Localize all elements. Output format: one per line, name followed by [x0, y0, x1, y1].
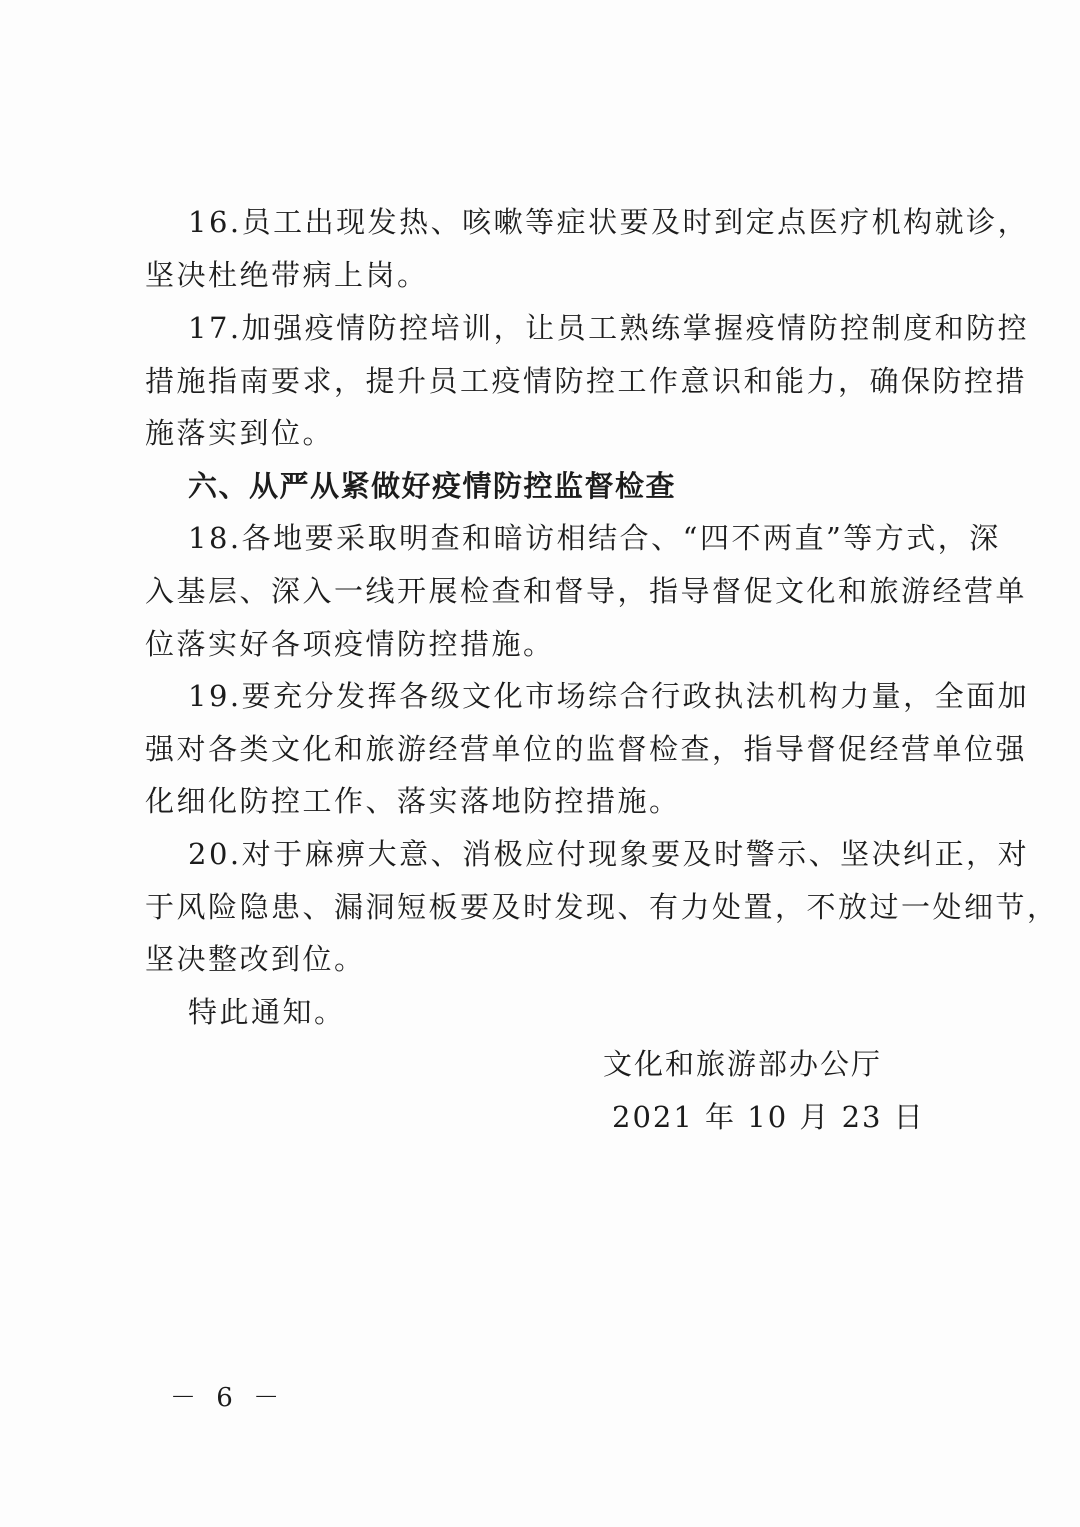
- paragraph-16-line-1: 16.员工出现发热、咳嗽等症状要及时到定点医疗机构就诊，: [188, 205, 1030, 239]
- paragraph-17-line-1: 17.加强疫情防控培训，让员工熟练掌握疫情防控制度和防控: [188, 311, 1030, 345]
- paragraph-19-line-2: 强对各类文化和旅游经营单位的监督检查，指导督促经营单位强: [145, 732, 1028, 766]
- paragraph-20-line-3: 坚决整改到位。: [145, 942, 366, 976]
- paragraph-17-line-2: 措施指南要求，提升员工疫情防控工作意识和能力，确保防控措: [145, 364, 1028, 398]
- page-number: － 6 －: [170, 1383, 286, 1413]
- paragraph-17-line-3: 施落实到位。: [145, 416, 335, 450]
- closing-notice: 特此通知。: [188, 995, 346, 1029]
- paragraph-16-line-2: 坚决杜绝带病上岗。: [145, 258, 429, 292]
- paragraph-19-line-1: 19.要充分发挥各级文化市场综合行政执法机构力量，全面加: [188, 679, 1030, 713]
- paragraph-18-line-3: 位落实好各项疫情防控措施。: [145, 627, 555, 661]
- paragraph-19-line-3: 化细化防控工作、落实落地防控措施。: [145, 784, 681, 818]
- paragraph-18-line-1: 18.各地要采取明查和暗访相结合、“四不两直”等方式，深: [188, 521, 1001, 555]
- section-heading-6: 六、从严从紧做好疫情防控监督检查: [188, 469, 677, 503]
- paragraph-18-line-2: 入基层、深入一线开展检查和督导，指导督促文化和旅游经营单: [145, 574, 1028, 608]
- paragraph-20-line-1: 20.对于麻痹大意、消极应付现象要及时警示、坚决纠正，对: [188, 837, 1030, 871]
- issue-date: 2021 年 10 月 23 日: [612, 1100, 925, 1134]
- paragraph-20-line-2: 于风险隐患、漏洞短板要及时发现、有力处置，不放过一处细节，: [145, 890, 1059, 924]
- issuer-signature: 文化和旅游部办公厅: [603, 1047, 883, 1081]
